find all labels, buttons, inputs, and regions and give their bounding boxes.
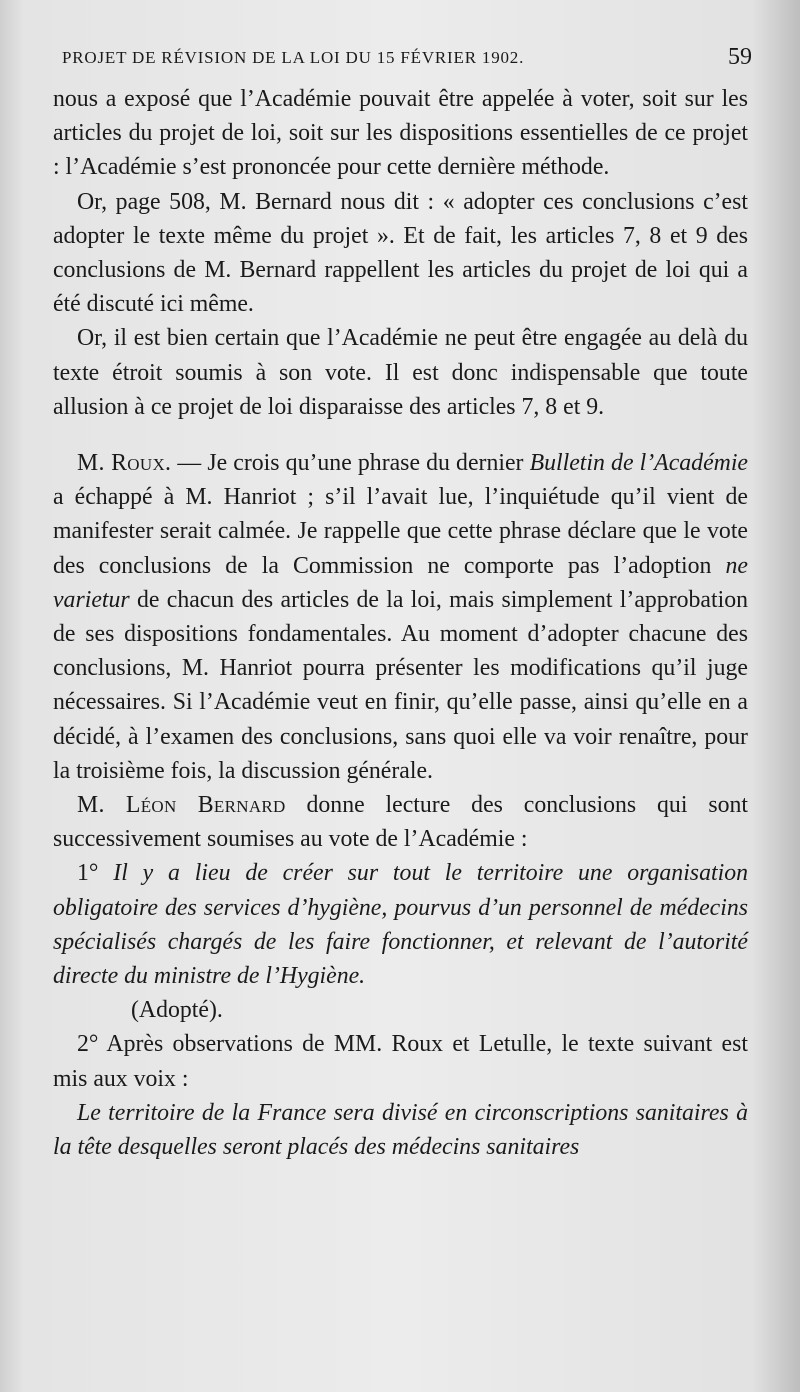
conclusion-2-text: Après observations de MM. Roux et Letulle, le texte suivant est mis aux voix : <box>53 1031 748 1092</box>
conclusion-1 <box>53 856 748 993</box>
paragraph-academie-engagee: Or, il est bien certain que l’Académie ne peut être engagée au delà du texte étroit soumis à son vote. Il est donc indispensable que toute allusion à ce projet de loi disparaisse des articles 7, 8 et 9. <box>53 325 748 420</box>
running-header <box>62 44 752 78</box>
paragraph-page-508: Or, page 508, M. Bernard nous dit : « adopter ces conclusions c’est adopter le texte même du projet ». Et de fait, les articles 7, 8 et 9 des conclusions de M. Bernard rappellent les articles du projet de loi qui a été discuté ici même. <box>53 188 748 318</box>
conclusion-1-text: Il y a lieu de créer sur tout le territoire une organisation obligatoire des services d’hygiène, pourvus d’un personnel de médecins spécialisés chargés de les faire fonctionner, et relevant de l’autorité directe du ministre de l’Hygiène. <box>53 860 748 990</box>
territoire-text: Le territoire de la France sera divisé en circonscriptions sanitaires à la tête desquelles seront placés des médecins sanitaires <box>53 1099 748 1161</box>
running-title: PROJET DE RÉVISION DE LA LOI DU 15 FÉVRIER 1902. <box>62 48 525 67</box>
paragraph-leon-bernard <box>53 788 748 856</box>
speaker-leon-bernard: M. Léon Bernard <box>77 792 286 819</box>
adopted-note: (Adopté). <box>131 997 223 1024</box>
ne-varietur: ne varietur <box>53 552 748 613</box>
roux-text-a: — Je crois qu’une phrase du dernier <box>171 450 530 477</box>
paragraph-gap <box>53 424 748 446</box>
bulletin-title: Bulletin de l’Académie <box>529 450 748 477</box>
roux-text-c: de chacun des articles de la loi, mais simplement l’approbation de ses dispositions fondamentales. Au moment d’adopter chacune des conclusions, M. Hanriot pourra présenter les modifications qu’il juge nécessaires. Si l’Académie veut en finir, qu’elle passe, ainsi qu’elle en a décidé, à l’examen des conclusions, sans quoi elle va voir renaître, pour la troisième fois, la discussion générale. <box>53 586 748 784</box>
conclusion-2-number: 2° <box>77 1031 107 1058</box>
leon-bernard-text: donne lecture des conclusions qui sont successivement soumises au vote de l’Académie : <box>53 792 748 853</box>
conclusion-1-number: 1° <box>77 860 114 887</box>
speaker-roux: M. Roux. <box>77 450 172 477</box>
body-text <box>53 82 748 1164</box>
paragraph-roux <box>53 446 748 788</box>
conclusion-2 <box>53 1027 748 1095</box>
roux-text-b: a échappé à M. Hanriot ; s’il l’avait lue, l’inquiétude qu’il vient de manifester serait calmée. Je rappelle que cette phrase déclare que le vote des conclusions de la Commission ne comporte pas l’adoption <box>53 484 748 579</box>
paragraph-continuation: nous a exposé que l’Académie pouvait être appelée à voter, soit sur les articles du projet de loi, soit sur les dispositions essentielles de ce projet : l’Académie s’est prononcée pour cette dernière méthode. <box>53 86 748 181</box>
page-number: 59 <box>728 44 752 70</box>
